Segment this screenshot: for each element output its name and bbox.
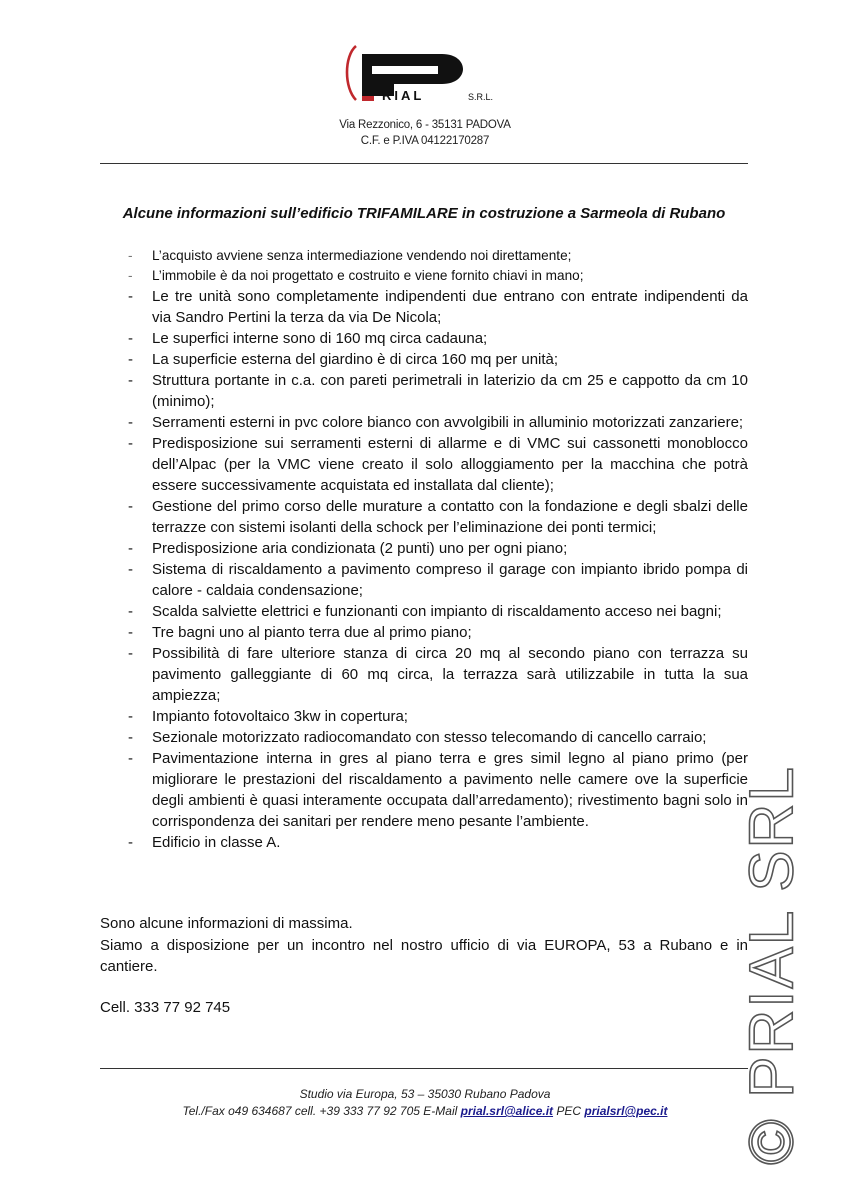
list-item: - Gestione del primo corso delle murature a contatto con la fondazione e degli sbalzi delle terrazze con sistemi isolanti della schock per l’eliminazione dei ponti termici; xyxy=(128,498,748,536)
list-item: - Possibilità di fare ulteriore stanza di circa 20 mq al secondo piano con terrazza su pavimento galleggiante di 60 mq circa, la terrazza sarà utilizzabile in tutta la sua ampiezza; xyxy=(128,645,748,704)
list-item: - La superficie esterna del giardino è di circa 160 mq per unità; xyxy=(128,351,559,368)
header-divider xyxy=(100,163,748,164)
dash-bullet: - xyxy=(128,498,133,515)
list-item: - Predisposizione sui serramenti esterni di allarme e di VMC sui cassonetti monoblocco dell’Alpac (per la VMC viene creato il solo alloggiamento per la macchina che potrà essere successivamente acquistata ed installata dal cliente); xyxy=(128,435,748,494)
list-item: - Sistema di riscaldamento a pavimento compreso il garage con impianto ibrido pompa di calore - caldaia condensazione; xyxy=(128,561,748,599)
list-item: - Le tre unità sono completamente indipendenti due entrano con entrate indipendenti da via Sandro Pertini la terza da via De Nicola; xyxy=(128,288,748,326)
list-item: - Edificio in classe A. xyxy=(128,834,281,851)
company-address: Via Rezzonico, 6 - 35131 PADOVA xyxy=(339,119,511,131)
list-item: - Le superfici interne sono di 160 mq circa cadauna; xyxy=(128,330,488,347)
list-item: - Serramenti esterni in pvc colore bianco con avvolgibili in alluminio motorizzati zanzariere; xyxy=(128,414,744,431)
dash-bullet: - xyxy=(128,645,133,662)
list-item: - L’immobile è da noi progettato e costruito e viene fornito chiavi in mano; xyxy=(100,266,748,286)
prial-logo xyxy=(342,40,512,104)
footer-address: Studio via Europa, 53 – 35030 Rubano Padova xyxy=(299,1087,551,1101)
list-item: - Predisposizione aria condizionata (2 punti) uno per ogni piano; xyxy=(128,540,568,557)
cell-phone: Cell. 333 77 92 745 xyxy=(100,999,231,1016)
pec-link[interactable]: prialsrl@pec.it xyxy=(584,1104,668,1118)
email-link[interactable]: prial.srl@alice.it xyxy=(460,1104,554,1118)
list-item: - Pavimentazione interna in gres al piano terra e gres simil legno al piano primo (per migliorare le prestazioni del riscaldamento a pavimento nelle camere ove la superficie degli ambienti è quasi interamente occupata dall’arredamento); rivestimento bagni solo in corrispondenza dei sanitari per rendere meno pesante l’ambiente. xyxy=(128,750,748,830)
list-item: - Sezionale motorizzato radiocomandato con stesso telecomando di cancello carraio; xyxy=(128,729,707,746)
dash-bullet: - xyxy=(128,351,133,368)
dash-bullet: - xyxy=(128,750,133,767)
dash-bullet: - xyxy=(128,540,133,557)
dash-bullet: - xyxy=(128,834,133,851)
closing-invitation: Siamo a disposizione per un incontro nel nostro ufficio di via EUROPA, 53 a Rubano e in cantiere. xyxy=(100,937,748,975)
dash-bullet: - xyxy=(128,268,133,283)
dash-bullet: - xyxy=(128,288,133,305)
dash-bullet: - xyxy=(128,624,133,641)
dash-bullet: - xyxy=(128,414,133,431)
list-item: - L’acquisto avviene senza intermediazione vendendo noi direttamente; xyxy=(100,246,748,266)
svg-text:RIAL: RIAL xyxy=(382,88,425,103)
dash-bullet: - xyxy=(128,330,133,347)
info-list xyxy=(100,246,748,853)
list-item: - Tre bagni uno al pianto terra due al primo piano; xyxy=(128,624,472,641)
dash-bullet: - xyxy=(128,708,133,725)
dash-bullet: - xyxy=(128,603,133,620)
document-title: Alcune informazioni sull’edificio TRIFAMILARE in costruzione a Sarmeola di Rubano xyxy=(122,205,726,222)
list-item: - Scalda salviette elettrici e funzionanti con impianto di riscaldamento acceso nei bagni; xyxy=(128,603,722,620)
list-item: - Impianto fotovoltaico 3kw in copertura; xyxy=(128,708,408,725)
list-item: - Struttura portante in c.a. con pareti perimetrali in laterizio da cm 25 e cappotto da cm 10 (minimo); xyxy=(128,372,748,410)
dash-bullet: - xyxy=(128,372,133,389)
svg-text:S.R.L.: S.R.L. xyxy=(468,92,494,102)
closing-note: Sono alcune informazioni di massima. xyxy=(100,915,353,932)
copyright-watermark: © PRIAL SRL xyxy=(737,765,807,1165)
company-tax-id: C.F. e P.IVA 04122170287 xyxy=(360,135,490,147)
dash-bullet: - xyxy=(128,729,133,746)
dash-bullet: - xyxy=(128,248,133,263)
dash-bullet: - xyxy=(128,435,133,452)
footer-divider xyxy=(100,1068,748,1069)
dash-bullet: - xyxy=(128,561,133,578)
footer-contacts: Tel./Fax o49 634687 cell. +39 333 77 92 705 E-Mail prial.srl@alice.it PEC prialsrl@pec.it xyxy=(182,1104,668,1118)
